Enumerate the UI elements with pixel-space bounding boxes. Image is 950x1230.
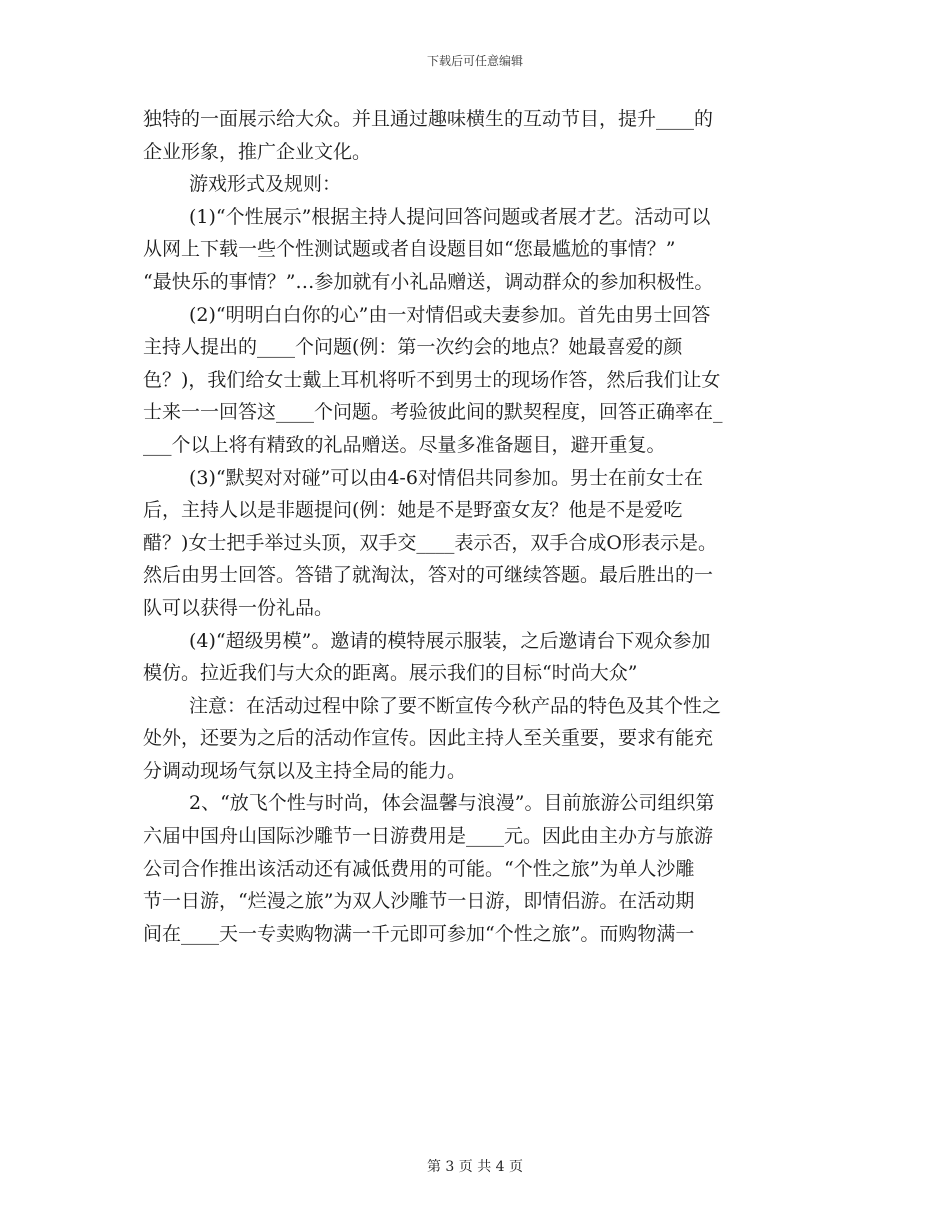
page-header: 下载后可任意编辑: [426, 54, 523, 68]
text-line: 六届中国舟山国际沙雕节一日游费用是____元。因此由主办方与旅游: [143, 825, 714, 848]
text-line: 模仿。拉近我们与大众的距离。展示我们的目标“时尚大众”: [143, 662, 638, 685]
text-line: 队可以获得一份礼品。: [143, 596, 334, 619]
text-line: 注意：在活动过程中除了要不断宣传今秋产品的特色及其个性之: [189, 694, 722, 717]
text-line: 游戏形式及规则：: [189, 173, 342, 196]
page-footer: 第 3 页 共 4 页: [426, 1159, 524, 1175]
text-line: 独特的一面展示给大众。并且通过趣味横生的互动节目，提升____的: [143, 108, 714, 130]
text-line: 然后由男士回答。答错了就淘汰，答对的可继续答题。最后胜出的一: [143, 564, 714, 587]
text-line: (1)“个性展示”根据主持人提问回答问题或者展才艺。活动可以: [189, 205, 711, 228]
text-line: (3)“默契对对碰”可以由4-6对情侣共同参加。男士在前女士在: [189, 466, 703, 489]
text-line: 主持人提出的____个问题(例：第一次约会的地点？她最喜爱的颜: [143, 336, 683, 359]
document-body: [143, 103, 807, 950]
text-line: 色？)，我们给女士戴上耳机将听不到男士的现场作答，然后我们让女: [143, 368, 721, 391]
text-line: (2)“明明白白你的心”由一对情侣或夫妻参加。首先由男士回答: [189, 303, 711, 326]
text-line: 间在____天一专卖购物满一千元即可参加“个性之旅”。而购物满一: [143, 922, 695, 945]
text-line: 公司合作推出该活动还有减低费用的可能。“个性之旅”为单人沙雕: [143, 857, 695, 880]
text-line: “最快乐的事情？”…参加就有小礼品赠送，调动群众的参加积极性。: [143, 270, 714, 293]
text-line: 从网上下载一些个性测试题或者自设题目如“您最尴尬的事情？”: [143, 238, 676, 261]
text-line: 处外，还要为之后的活动作宣传。因此主持人至关重要，要求有能充: [143, 727, 714, 750]
text-line: 醋？)女士把手举过头顶，双手交____表示否，双手合成O形表示是。: [143, 531, 717, 554]
text-line: 后，主持人以是非题提问(例：她是不是野蛮女友？他是不是爱吃: [143, 499, 683, 522]
text-line: (4)“超级男模”。邀请的模特展示服装，之后邀请台下观众参加: [189, 629, 711, 652]
text-line: ___个以上将有精致的礼品赠送。尽量多准备题目，避开重复。: [143, 433, 666, 456]
text-line: 2、“放飞个性与时尚，体会温馨与浪漫”。目前旅游公司组织第: [189, 792, 715, 815]
text-line: 企业形象，推广企业文化。: [143, 140, 372, 163]
text-line: 士来一一回答这____个问题。考验彼此间的默契程度，回答正确率在_: [143, 401, 723, 424]
text-line: 节一日游，“烂漫之旅”为双人沙雕节一日游，即情侣游。在活动期: [143, 890, 695, 913]
text-line: 分调动现场气氛以及主持全局的能力。: [143, 759, 467, 782]
